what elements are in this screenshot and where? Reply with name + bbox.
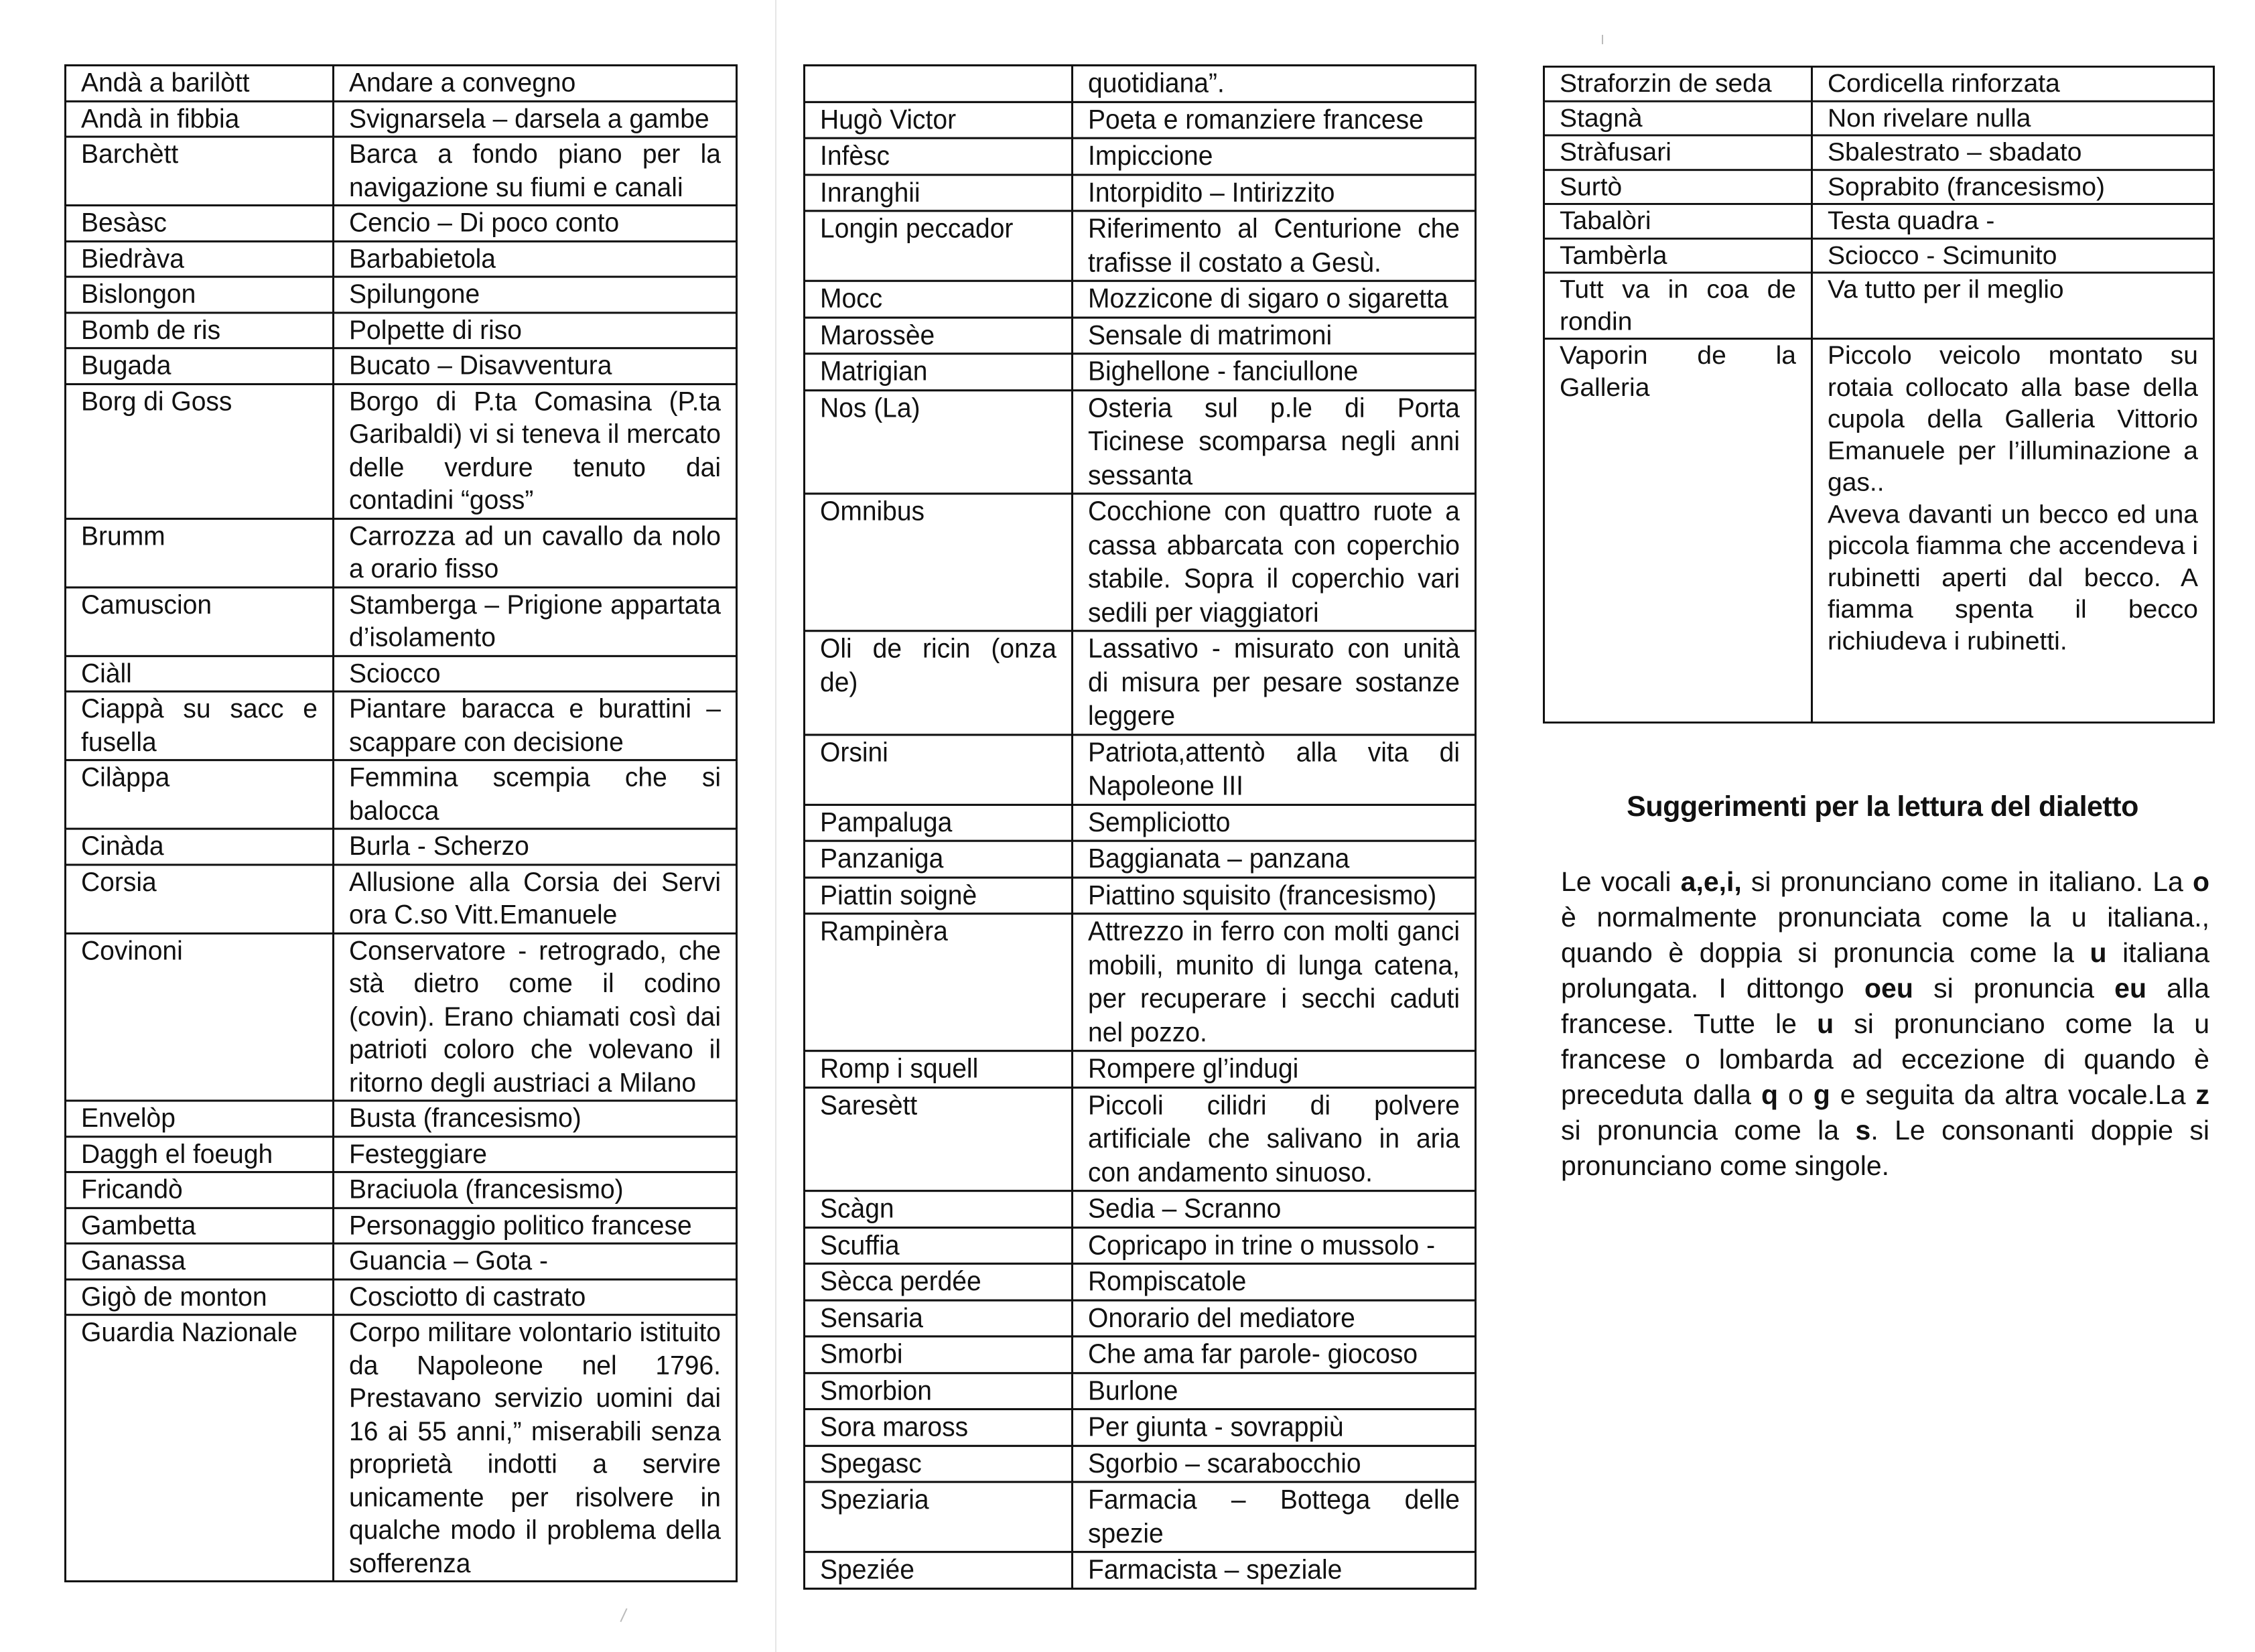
tips-text: è normalmente pronunciata come la u italiana., quando è doppia si pronuncia come la (1561, 902, 2209, 968)
term-definition: Testa quadra - (1812, 204, 2214, 238)
dialect-term: Stràfusari (1544, 135, 1812, 169)
glossary-row (1544, 66, 2214, 100)
term-definition: Burla - Scherzo (334, 829, 737, 864)
emphasized-letter: z (2195, 1079, 2210, 1110)
glossary-row (805, 1051, 1476, 1087)
term-definition: Borgo di P.ta Comasina (P.ta Garibaldi) vi si teneva il mercato delle verdure tenuto dai contadini “goss” (334, 384, 737, 519)
term-definition: Bighellone - fanciullone (1073, 354, 1476, 390)
glossary-row (805, 102, 1476, 138)
glossary-row (805, 66, 1476, 102)
glossary-row (1544, 204, 2214, 238)
dialect-term: Bislongon (66, 277, 334, 312)
page-fold-line (775, 0, 776, 1652)
term-definition: Osteria sul p.le di Porta Ticinese scomparsa negli anni sessanta (1073, 390, 1476, 494)
glossary-row (66, 1208, 737, 1243)
scan-mark (1602, 35, 1603, 44)
glossary-row (1544, 273, 2214, 339)
reading-tips-heading: Suggerimenti per la lettura del dialetto (1627, 790, 2138, 823)
dialect-term: Guardia Nazionale (66, 1315, 334, 1582)
glossary-body (66, 66, 737, 1582)
dialect-term: Rampinèra (805, 914, 1073, 1051)
glossary-row (66, 241, 737, 277)
glossary-row (805, 318, 1476, 354)
term-definition: Barbabietola (334, 241, 737, 277)
term-definition: Allusione alla Corsia dei Servi ora C.so Vitt.Emanuele (334, 864, 737, 933)
glossary-row (1544, 101, 2214, 135)
dialect-term: Sècca perdée (805, 1263, 1073, 1300)
term-definition: Busta (francesismo) (334, 1101, 737, 1136)
term-definition: Sempliciotto (1073, 805, 1476, 841)
glossary-row (66, 1172, 737, 1208)
glossary-row (66, 864, 737, 933)
emphasized-letter: a,e,i, (1680, 866, 1742, 897)
dialect-term: Stagnà (1544, 101, 1812, 135)
term-definition: Cosciotto di castrato (334, 1279, 737, 1314)
term-definition: Conservatore - retrogrado, che stà dietro come il codino (covin). Erano chiamati così dai patrioti coloro che volevano il ritorno degli austriaci a Milano (334, 933, 737, 1101)
emphasized-letter: o (2192, 866, 2209, 897)
glossary-row (66, 829, 737, 864)
glossary-row (805, 631, 1476, 735)
dialect-term: Barchètt (66, 137, 334, 205)
dialect-term: Fricandò (66, 1172, 334, 1208)
dialect-term: Speziée (805, 1552, 1073, 1588)
glossary-table-left (64, 64, 738, 1582)
dialect-term (805, 66, 1073, 102)
dialect-term: Smorbi (805, 1336, 1073, 1373)
dialect-term: Corsia (66, 864, 334, 933)
dialect-term: Scàgn (805, 1191, 1073, 1227)
term-definition: Riferimento al Centurione che trafisse il costato a Gesù. (1073, 211, 1476, 281)
dialect-term: Camuscion (66, 587, 334, 655)
glossary-row (805, 1263, 1476, 1300)
scan-mark (620, 1608, 627, 1623)
term-definition: Barca a fondo piano per la navigazione su fiumi e canali (334, 137, 737, 205)
term-definition: Cocchione con quattro ruote a cassa abbarcata con coperchio stabile. Sopra il coperchio vari sedili per viaggiatori (1073, 494, 1476, 631)
term-definition: Sbalestrato – sbadato (1812, 135, 2214, 169)
term-definition: Festeggiare (334, 1136, 737, 1172)
tips-text: alla francese. Tutte le (1561, 973, 2210, 1039)
term-definition: Farmacia – Bottega delle spezie (1073, 1482, 1476, 1552)
term-definition: Mozzicone di sigaro o sigaretta (1073, 281, 1476, 317)
dialect-term: Envelòp (66, 1101, 334, 1136)
dialect-term: Cilàppa (66, 760, 334, 829)
term-definition: Onorario del mediatore (1073, 1300, 1476, 1336)
dialect-term: Bugada (66, 348, 334, 384)
glossary-row (66, 587, 737, 655)
term-definition: Bucato – Disavventura (334, 348, 737, 384)
dialect-term: Sensaria (805, 1300, 1073, 1336)
glossary-row (805, 878, 1476, 914)
emphasized-letter: u (1817, 1008, 1834, 1039)
tips-text: e seguita da altra vocale.La (1830, 1079, 2196, 1110)
glossary-row (66, 66, 737, 101)
tips-text: Le vocali (1561, 866, 1681, 897)
emphasized-letter: g (1813, 1079, 1830, 1110)
glossary-row (805, 138, 1476, 174)
glossary-row (805, 494, 1476, 631)
term-definition: Impiccione (1073, 138, 1476, 174)
term-definition: Rompere gl’indugi (1073, 1051, 1476, 1087)
glossary-row (805, 1300, 1476, 1336)
glossary-row (66, 933, 737, 1101)
dialect-term: Surtò (1544, 169, 1812, 204)
tips-text: si pronunciano come la u francese o lombarda ad eccezione di quando è preceduta dalla (1561, 1008, 2209, 1110)
emphasized-letter: u (2090, 937, 2107, 968)
dialect-term: Ganassa (66, 1243, 334, 1279)
dialect-term: Piattin soignè (805, 878, 1073, 914)
glossary-body (805, 66, 1476, 1588)
term-definition: Poeta e romanziere francese (1073, 102, 1476, 138)
glossary-row (1544, 339, 2214, 723)
term-definition: Soprabito (francesismo) (1812, 169, 2214, 204)
glossary-body (1544, 66, 2214, 722)
dialect-term: Bomb de ris (66, 312, 334, 348)
term-definition: Per giunta - sovrappiù (1073, 1409, 1476, 1446)
term-definition: Guancia – Gota - (334, 1243, 737, 1279)
glossary-row (1544, 169, 2214, 204)
dialect-term: Gigò de monton (66, 1279, 334, 1314)
term-definition: Piantare baracca e burattini – scappare con decisione (334, 691, 737, 760)
dialect-term: Tabalòri (1544, 204, 1812, 238)
term-definition: Patriota,attentò alla vita di Napoleone III (1073, 734, 1476, 804)
dialect-term: Sora maross (805, 1409, 1073, 1446)
term-definition: Sciocco - Scimunito (1812, 238, 2214, 273)
glossary-row (805, 1373, 1476, 1409)
glossary-row (66, 348, 737, 384)
glossary-row (805, 174, 1476, 210)
term-definition: Baggianata – panzana (1073, 841, 1476, 877)
glossary-row (805, 1409, 1476, 1446)
glossary-row (66, 656, 737, 691)
glossary-row (805, 734, 1476, 804)
glossary-row (805, 805, 1476, 841)
term-definition: Sciocco (334, 656, 737, 691)
glossary-table-right (1543, 66, 2215, 724)
term-definition: Cordicella rinforzata (1812, 66, 2214, 100)
tips-text: italiana prolungata. I dittongo (1561, 937, 2209, 1004)
dialect-term: Vaporin de la Galleria (1544, 339, 1812, 723)
glossary-row (805, 354, 1476, 390)
term-definition: Rompiscatole (1073, 1263, 1476, 1300)
dialect-term: Infèsc (805, 138, 1073, 174)
dialect-term: Tutt va in coa de rondin (1544, 273, 1812, 339)
glossary-row (66, 206, 737, 241)
glossary-row (805, 841, 1476, 877)
term-definition: Carrozza ad un cavallo da nolo a orario fisso (334, 519, 737, 587)
glossary-row (1544, 238, 2214, 273)
dialect-term: Panzaniga (805, 841, 1073, 877)
term-definition: Svignarsela – darsela a gambe (334, 101, 737, 137)
definition-part: Piccolo veicolo montato su rotaia collocato alla base della cupola della Galleria Vittorio Emanuele per l’illuminazione a gas.. (1828, 341, 2198, 497)
glossary-row (805, 1482, 1476, 1552)
tips-text: si pronuncia (1913, 973, 2115, 1004)
term-definition: Piccoli cilidri di polvere artificiale che salivano in aria con andamento sinuoso. (1073, 1087, 1476, 1191)
dialect-term: Hugò Victor (805, 102, 1073, 138)
glossary-row (805, 1227, 1476, 1263)
emphasized-letter: oeu (1864, 973, 1913, 1004)
dialect-term: Daggh el foeugh (66, 1136, 334, 1172)
glossary-row (66, 691, 737, 760)
dialect-term: Smorbion (805, 1373, 1073, 1409)
term-definition: Che ama far parole- giocoso (1073, 1336, 1476, 1373)
glossary-row (66, 519, 737, 587)
term-definition: Sedia – Scranno (1073, 1191, 1476, 1227)
glossary-row (66, 101, 737, 137)
dialect-term: Marossèe (805, 318, 1073, 354)
dialect-term: Biedràva (66, 241, 334, 277)
term-definition: Personaggio politico francese (334, 1208, 737, 1243)
dialect-term: Andà a barilòtt (66, 66, 334, 101)
dialect-term: Omnibus (805, 494, 1073, 631)
tips-text: si pronuncia come la (1561, 1115, 1856, 1146)
term-definition: Corpo militare volontario istituito da Napoleone nel 1796. Prestavano servizio uomini dai 16 ai 55 anni,” miserabili senza proprietà indotti a servire unicamente per risolvere in qualche modo il problema della sofferenza (334, 1315, 737, 1582)
glossary-table-middle (803, 64, 1477, 1589)
dialect-term: Spegasc (805, 1446, 1073, 1482)
term-definition: Va tutto per il meglio (1812, 273, 2214, 339)
term-definition: Intorpidito – Intirizzito (1073, 174, 1476, 210)
dialect-term: Romp i squell (805, 1051, 1073, 1087)
glossary-row (66, 1279, 737, 1314)
term-definition: Cencio – Di poco conto (334, 206, 737, 241)
glossary-row (1544, 135, 2214, 169)
dialect-term: Orsini (805, 734, 1073, 804)
glossary-row (66, 312, 737, 348)
dialect-term: Matrigian (805, 354, 1073, 390)
term-definition: Attrezzo in ferro con molti ganci mobili, munito di lunga catena, per recuperare i secchi caduti nel pozzo. (1073, 914, 1476, 1051)
dialect-term: Straforzin de seda (1544, 66, 1812, 100)
dialect-term: Oli de ricin (onza de) (805, 631, 1073, 735)
glossary-row (805, 1446, 1476, 1482)
definition-part: Aveva davanti un becco ed una piccola fiamma che accendeva i rubinetti aperti dal becco. A fiamma spenta il becco richiudeva i rubinetti. (1828, 500, 2198, 655)
emphasized-letter: q (1761, 1079, 1778, 1110)
term-definition: Sgorbio – scarabocchio (1073, 1446, 1476, 1482)
term-definition: Sensale di matrimoni (1073, 318, 1476, 354)
term-definition (1812, 339, 2214, 723)
glossary-row (805, 1336, 1476, 1373)
term-definition: Farmacista – speziale (1073, 1552, 1476, 1588)
glossary-row (66, 1136, 737, 1172)
emphasized-letter: eu (2114, 973, 2146, 1004)
term-definition: Lassativo - misurato con unità di misura per pesare sostanze leggere (1073, 631, 1476, 735)
dialect-term: Cinàda (66, 829, 334, 864)
glossary-row (66, 1243, 737, 1279)
term-definition: Femmina scempia che si balocca (334, 760, 737, 829)
dialect-term: Borg di Goss (66, 384, 334, 519)
dialect-term: Andà in fibbia (66, 101, 334, 137)
glossary-row (805, 1191, 1476, 1227)
glossary-row (805, 1552, 1476, 1588)
glossary-row (805, 211, 1476, 281)
tips-text: . Le consonanti doppie si pronunciano come singole. (1561, 1115, 2209, 1181)
dialect-term: Inranghii (805, 174, 1073, 210)
reading-tips-paragraph (1561, 864, 2209, 1184)
term-definition: Copricapo in trine o mussolo - (1073, 1227, 1476, 1263)
dialect-term: Covinoni (66, 933, 334, 1101)
dialect-term: Saresètt (805, 1087, 1073, 1191)
tips-text: o (1777, 1079, 1814, 1110)
term-definition: Polpette di riso (334, 312, 737, 348)
dialect-term: Longin peccador (805, 211, 1073, 281)
term-definition: Piattino squisito (francesismo) (1073, 878, 1476, 914)
term-definition: Stamberga – Prigione appartata d’isolamento (334, 587, 737, 655)
dialect-term: Speziaria (805, 1482, 1073, 1552)
glossary-row (66, 384, 737, 519)
term-definition: Non rivelare nulla (1812, 101, 2214, 135)
dialect-term: Ciàll (66, 656, 334, 691)
dialect-term: Besàsc (66, 206, 334, 241)
tips-text: si pronunciano come in italiano. La (1741, 866, 2193, 897)
glossary-row (66, 137, 737, 205)
dialect-term: Brumm (66, 519, 334, 587)
dialect-term: Ciappà su sacc e fusella (66, 691, 334, 760)
dialect-term: Pampaluga (805, 805, 1073, 841)
glossary-row (66, 760, 737, 829)
dialect-term: Mocc (805, 281, 1073, 317)
term-definition: Burlone (1073, 1373, 1476, 1409)
term-definition: Spilungone (334, 277, 737, 312)
glossary-row (66, 1101, 737, 1136)
dialect-term: Gambetta (66, 1208, 334, 1243)
glossary-row (66, 277, 737, 312)
term-definition: Andare a convegno (334, 66, 737, 101)
glossary-row (805, 390, 1476, 494)
glossary-row (66, 1315, 737, 1582)
term-definition: Braciuola (francesismo) (334, 1172, 737, 1208)
dialect-term: Tambèrla (1544, 238, 1812, 273)
glossary-row (805, 281, 1476, 317)
dialect-term: Scuffia (805, 1227, 1073, 1263)
emphasized-letter: s (1855, 1115, 1871, 1146)
glossary-row (805, 914, 1476, 1051)
glossary-row (805, 1087, 1476, 1191)
dialect-term: Nos (La) (805, 390, 1073, 494)
term-definition: quotidiana”. (1073, 66, 1476, 102)
